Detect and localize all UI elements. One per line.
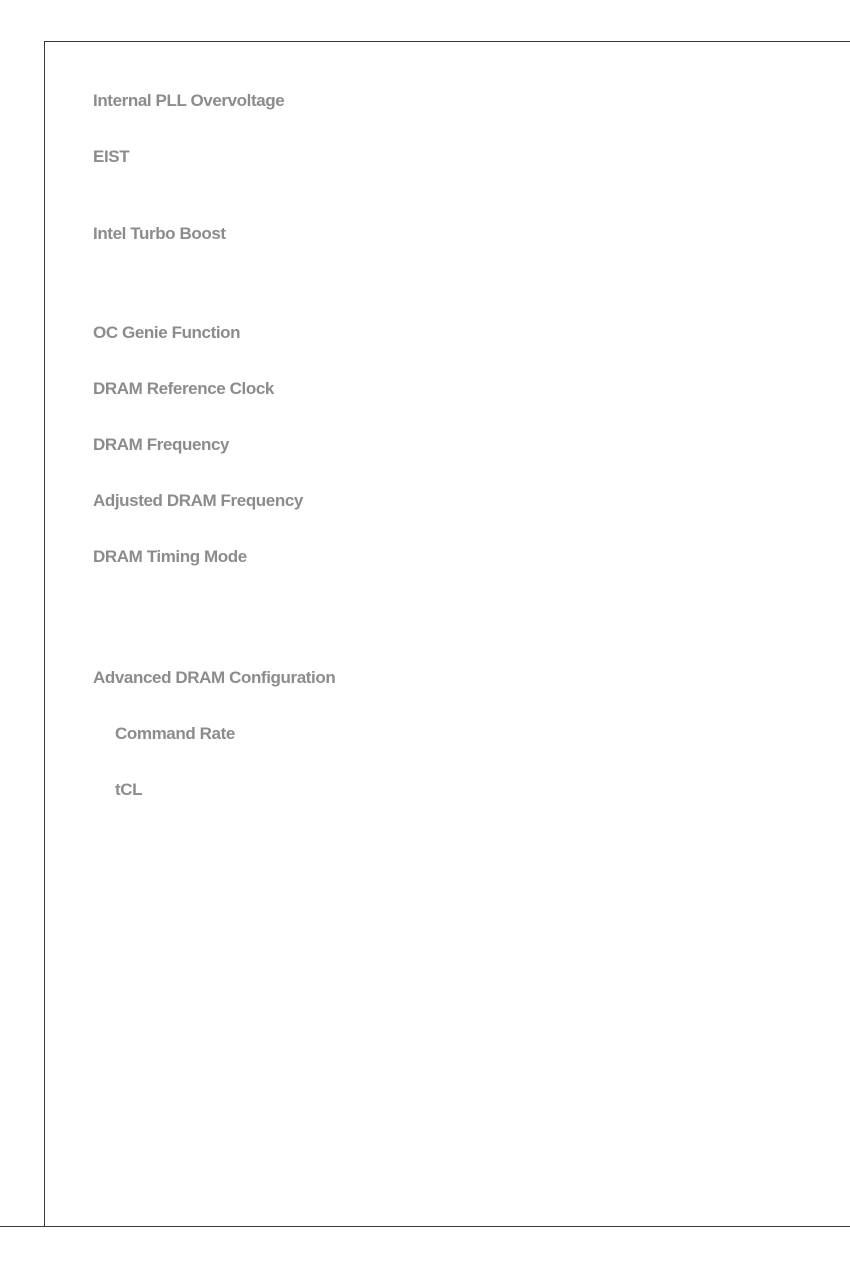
setting-tcl: tCL	[115, 780, 143, 799]
setting-dram-reference-clock: DRAM Reference Clock	[93, 379, 274, 398]
setting-oc-genie-function: OC Genie Function	[93, 323, 241, 342]
setting-eist: EIST	[93, 147, 130, 166]
setting-advanced-dram-configuration: Advanced DRAM Configuration	[93, 668, 336, 687]
setting-command-rate: Command Rate	[115, 724, 235, 743]
setting-adjusted-dram-frequency: Adjusted DRAM Frequency	[93, 491, 303, 510]
page-frame-left-rule	[44, 41, 45, 1227]
setting-dram-timing-mode: DRAM Timing Mode	[93, 547, 247, 566]
setting-dram-frequency: DRAM Frequency	[93, 435, 230, 454]
page-frame-bottom-rule	[0, 1226, 850, 1227]
page-frame-top-rule	[44, 41, 850, 42]
setting-internal-pll-overvoltage: Internal PLL Overvoltage	[93, 91, 285, 110]
setting-intel-turbo-boost: Intel Turbo Boost	[93, 224, 226, 243]
